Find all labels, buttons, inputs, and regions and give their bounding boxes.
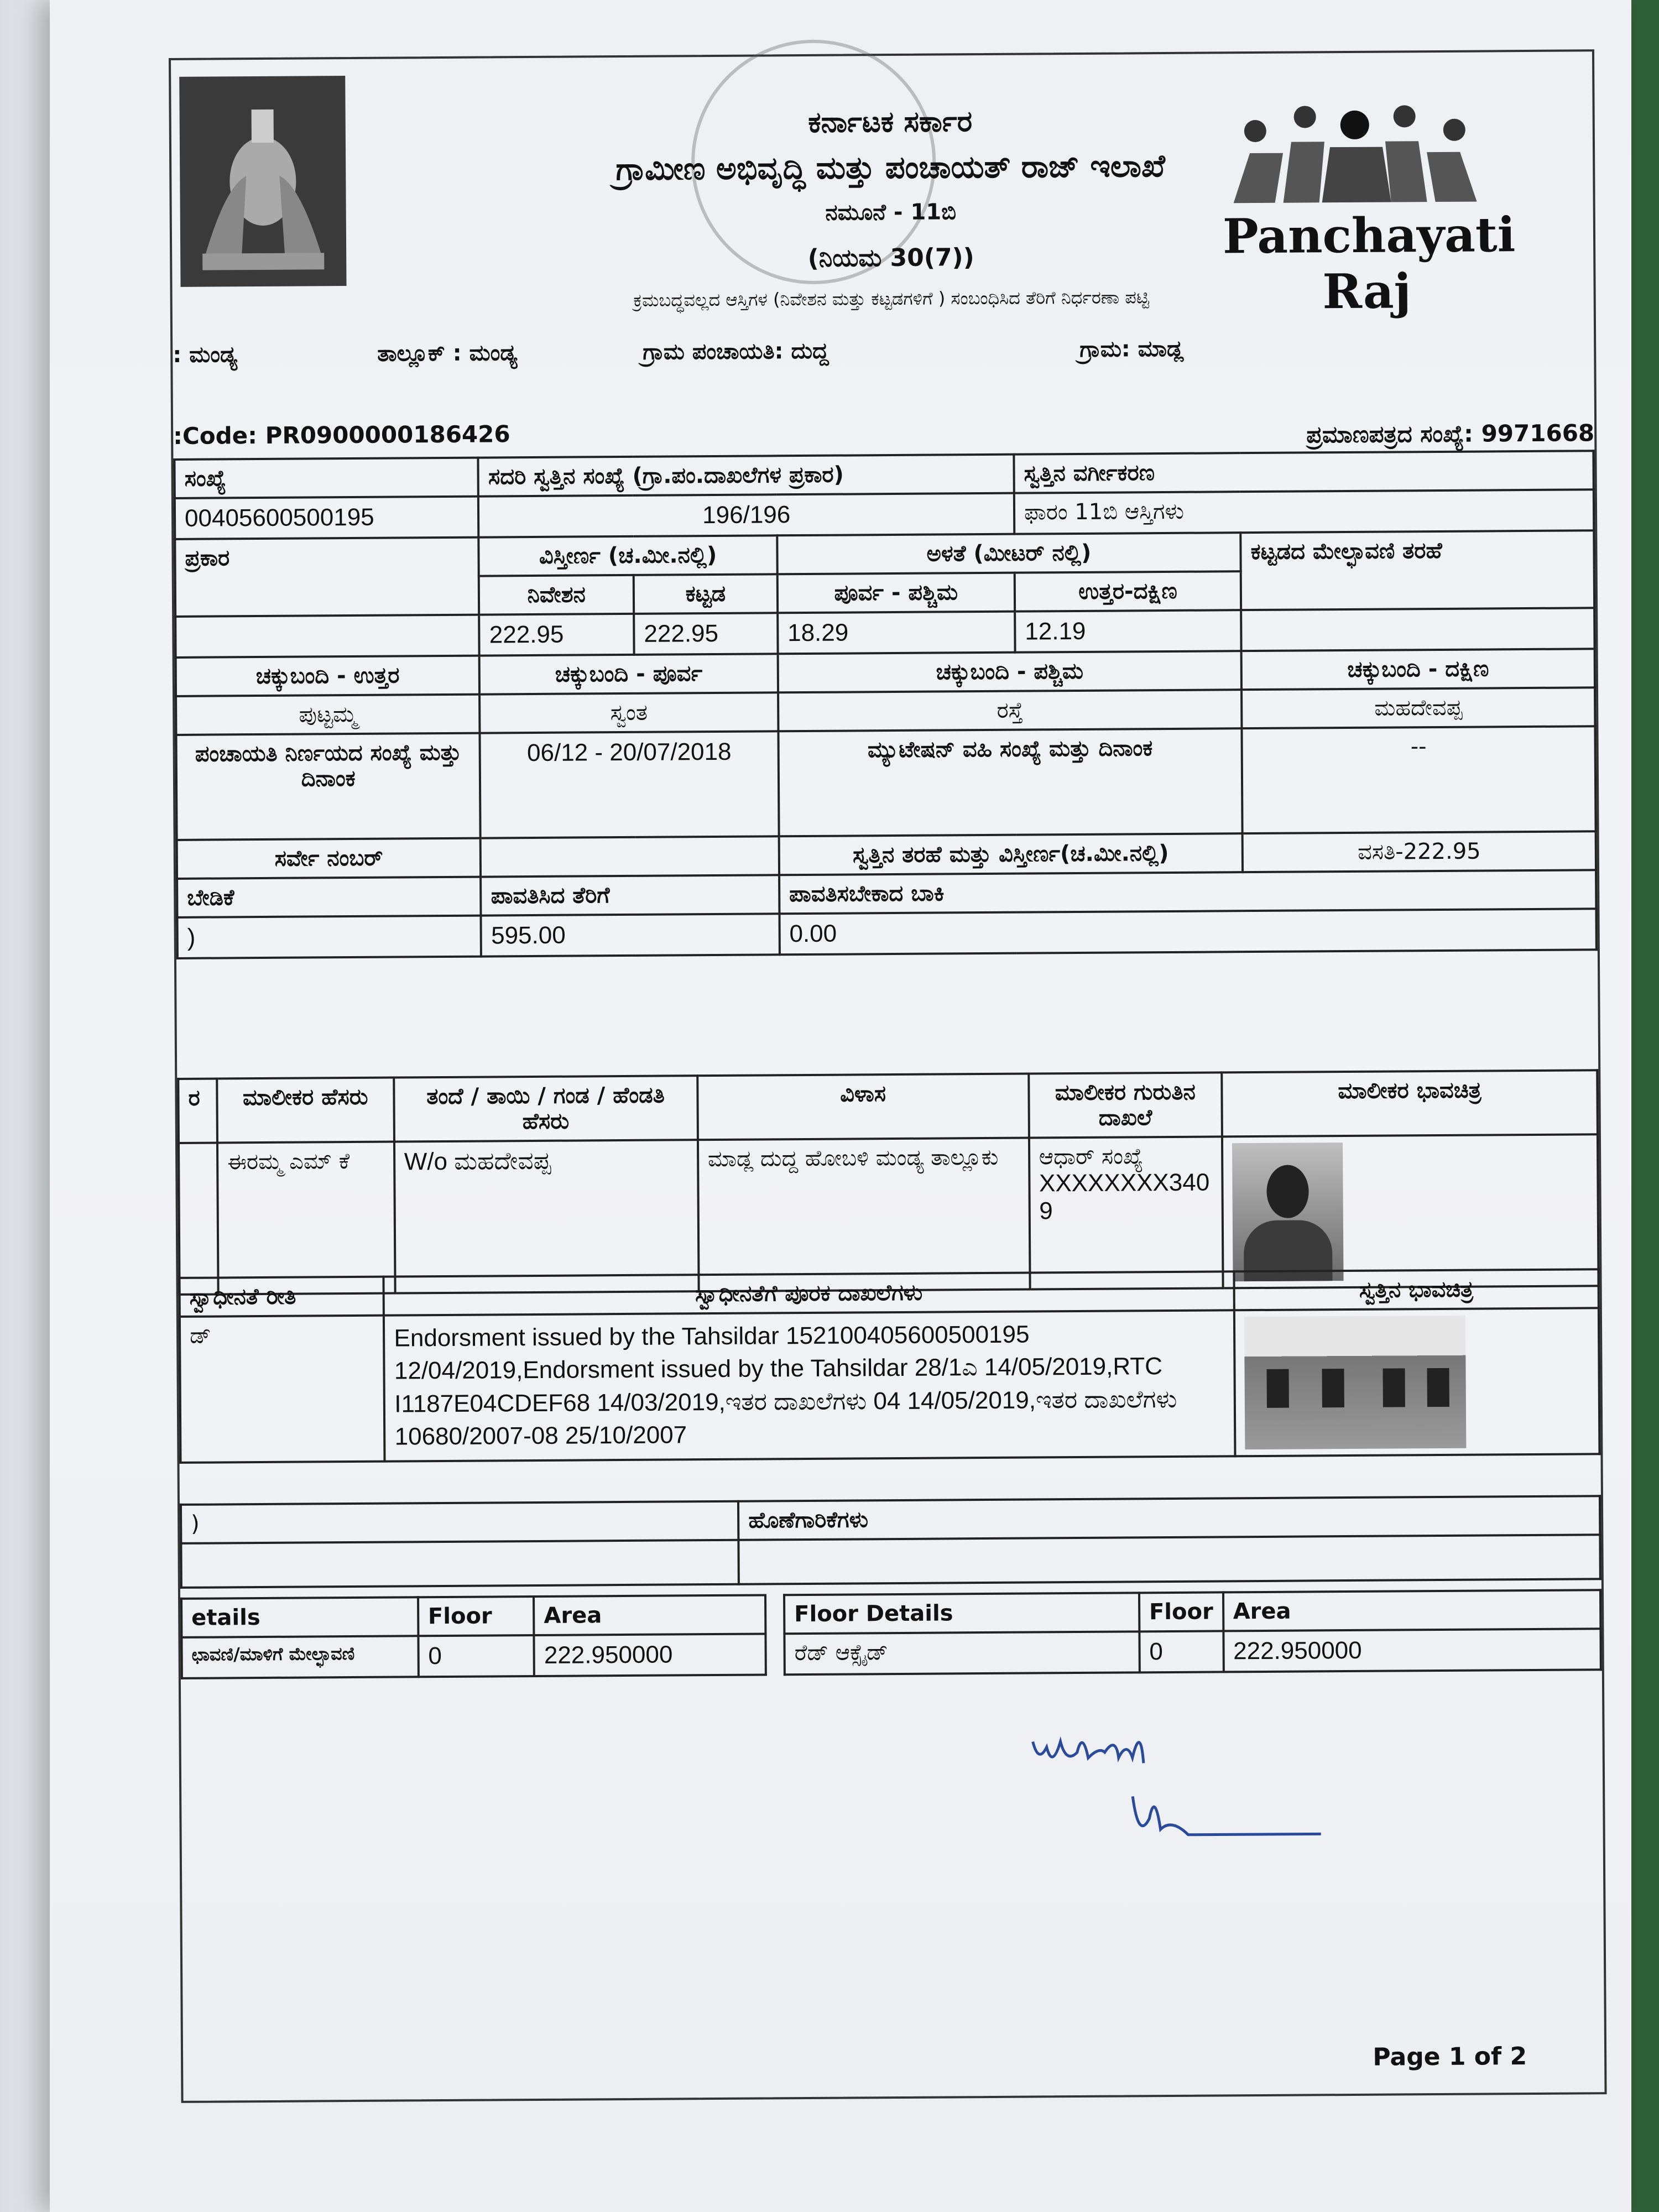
asset-type-value: ವಸತಿ-222.95 xyxy=(1243,831,1596,872)
sadari-value: 196/196 xyxy=(478,493,1014,538)
roof-value xyxy=(1241,608,1594,651)
east-west-label: ಪೂರ್ವ - ಪಶ್ಚಿಮ xyxy=(778,573,1015,613)
property-photo-window xyxy=(1322,1369,1344,1407)
sadari-label: ಸದರಿ ಸ್ವತ್ತಿನ ಸಂಖ್ಯೆ (ಗ್ರಾ.ಪಂ.ದಾಖಲೆಗಳ ಪ್ರಕಾರ) xyxy=(478,455,1014,497)
district: : ಮಂಡ್ಯ xyxy=(173,342,238,368)
emblem-icon xyxy=(190,87,335,276)
property-code: :Code: PR0900000186426 xyxy=(173,420,510,450)
boundary-west-value: ರಸ್ತೆ xyxy=(778,690,1242,731)
table-row xyxy=(784,1629,1600,1674)
property-photo xyxy=(1244,1316,1466,1449)
serial-label: ರ xyxy=(178,1079,217,1143)
east-west-value: 18.29 xyxy=(778,612,1015,654)
property-id-value: 00405600500195 xyxy=(175,497,479,539)
area-label: Area xyxy=(534,1595,765,1635)
survey-value xyxy=(481,836,779,877)
form-number: ನಮೂನೆ - 11ಬಿ xyxy=(825,199,957,226)
logo-text: Panchayati Raj xyxy=(1222,207,1516,320)
gov-name: ಕರ್ನಾಟಕ ಸರ್ಕಾರ xyxy=(808,105,973,139)
balance-value: 0.00 xyxy=(779,909,1597,954)
owner-photo-label: ಮಾಲೀಕರ ಭಾವಚಿತ್ರ xyxy=(1222,1070,1598,1136)
demand-label: ಬೇಡಿಕೆ xyxy=(177,877,481,917)
building-value: 222.95 xyxy=(634,613,778,655)
liabilities-left-value: ) xyxy=(181,1501,739,1543)
table-row xyxy=(180,1308,1600,1463)
floor-details-label: Floor Details xyxy=(784,1593,1139,1634)
table-row xyxy=(175,530,1594,578)
document-page xyxy=(50,0,1631,2212)
owner-photo xyxy=(1232,1142,1344,1281)
property-id-label: ಸಂಖ್ಯೆ xyxy=(174,458,478,498)
form-frame xyxy=(169,49,1607,2103)
floor-label: Floor xyxy=(418,1597,534,1636)
table-row xyxy=(177,909,1596,958)
owner-name-label: ಮಾಲೀಕರ ಹೆಸರು xyxy=(217,1078,394,1143)
village: ಗ್ರಾಮ: ಮಾಡ್ಲ xyxy=(1079,336,1184,362)
page-number: Page 1 of 2 xyxy=(1373,2042,1527,2072)
liabilities-left-empty xyxy=(181,1540,739,1588)
floor-area-value: 222.950000 xyxy=(534,1634,766,1676)
floor-table-right xyxy=(783,1589,1602,1676)
floor-number-value: 0 xyxy=(418,1635,534,1677)
paid-tax-label: ಪಾವತಿಸಿದ ತೆರಿಗೆ xyxy=(481,875,779,915)
boundary-south-value: ಮಹದೇವಪ್ಪ xyxy=(1241,687,1595,728)
property-photo-cell xyxy=(1234,1308,1599,1456)
serial-value xyxy=(179,1142,218,1294)
certificate-number: ಪ್ರಮಾಣಪತ್ರದ ಸಂಖ್ಯೆ: 9971668 xyxy=(1306,419,1595,448)
gram-panchayat: ಗ್ರಾಮ ಪಂಚಾಯತಿ: ದುದ್ದ xyxy=(643,338,829,365)
supporting-docs-label: ಸ್ವಾಧೀನತೆಗೆ ಪೂರಕ ದಾಖಲೆಗಳು xyxy=(384,1271,1234,1315)
panchayati-raj-logo xyxy=(1222,91,1516,320)
relation-label: ತಂದೆ / ತಾಯಿ / ಗಂಡ / ಹೆಂಡತಿ ಹೆಸರು xyxy=(394,1076,698,1141)
boundary-east-value: ಸ್ವಂತ xyxy=(479,692,778,733)
dimension-label: ಅಳತೆ (ಮೀಟರ್ ನಲ್ಲಿ) xyxy=(777,533,1241,574)
karnataka-emblem xyxy=(179,76,346,287)
address-label: ವಿಳಾಸ xyxy=(697,1074,1029,1140)
site-label: ನಿವೇಶನ xyxy=(479,575,634,615)
possession-table xyxy=(178,1268,1600,1464)
department-title: ಗ್ರಾಮೀಣ ಅಭಿವೃದ್ಧಿ ಮತ್ತು ಪಂಚಾಯತ್ ರಾಜ್ ಇಲಾಖೆ xyxy=(615,148,1166,188)
relation-value: W/o ಮಹದೇವಪ್ಪ xyxy=(394,1140,699,1293)
table-row xyxy=(181,1535,1600,1588)
floor-type-value: ರೆಡ್ ಆಕ್ಸೈಡ್ xyxy=(784,1631,1139,1674)
supporting-docs-value: Endorsment issued by the Tahsildar 152100405600500195 12/04/2019,Endorsment issued by the Tahsildar 28/1ಎ 14/05/2019,RTC I1187E04CDEF68 14/03/2019,ಇತರ ದಾಖಲೆಗಳು 04 14/05/2019,ಇತರ ದಾಖಲೆಗಳು 10680/2007-08 25/10/2007 xyxy=(384,1310,1235,1461)
property-photo-window xyxy=(1266,1369,1288,1408)
paid-tax-value: 595.00 xyxy=(481,914,780,956)
demand-value: ) xyxy=(177,916,481,958)
type-value xyxy=(175,615,479,658)
table-row xyxy=(176,726,1595,840)
floor-details-label: etails xyxy=(181,1597,418,1637)
floor-label: Floor xyxy=(1139,1592,1223,1631)
floor-area-value: 222.950000 xyxy=(1223,1629,1601,1672)
property-photo-label: ಸ್ವತ್ತಿನ ಭಾವಚಿತ್ರ xyxy=(1234,1269,1599,1310)
taluk: ತಾಲ್ಲೂಕ್ : ಮಂಡ್ಯ xyxy=(377,340,518,367)
property-photo-window xyxy=(1427,1368,1449,1407)
table-row xyxy=(178,1070,1598,1143)
site-value: 222.95 xyxy=(479,614,634,656)
handwritten-signature xyxy=(1021,1718,1332,1863)
floor-type-value: ಛಾವಣಿ/ಮಾಳಿಗೆ ಮೇಲ್ಛಾವಣಿ xyxy=(181,1636,418,1678)
owner-table xyxy=(177,1069,1599,1296)
owner-address: ಮಾಡ್ಲ ದುದ್ದ ಹೋಬಳಿ ಮಂಡ್ಯ ತಾಲ್ಲೂಕು xyxy=(698,1138,1030,1292)
table-row xyxy=(181,1595,765,1637)
boundary-west-label: ಚಕ್ಕುಬಂದಿ - ಪಶ್ಚಿಮ xyxy=(778,651,1241,692)
id-doc-type: ಆಧಾರ್ ಸಂಖ್ಯೆ xyxy=(1039,1144,1144,1170)
owner-name: ಈರಮ್ಮ ಎಮ್ ಕೆ xyxy=(217,1142,395,1295)
mutation-value: -- xyxy=(1242,726,1596,833)
meta-row xyxy=(173,414,1595,450)
type-label: ಪ್ರಕಾರ xyxy=(175,538,479,617)
mutation-label: ಮ್ಯುಟೇಷನ್ ವಹಿ ಸಂಖ್ಯೆ ಮತ್ತು ದಿನಾಂಕ xyxy=(778,728,1243,836)
possession-method-value: ಡ್ xyxy=(180,1316,385,1463)
owner-photo-cell xyxy=(1222,1134,1599,1288)
id-doc-label: ಮಾಲೀಕರ ಗುರುತಿನ ದಾಖಲೆ xyxy=(1029,1072,1222,1138)
form-subtitle: ಕ್ರಮಬದ್ಧವಲ್ಲದ ಆಸ್ತಿಗಳ (ನಿವೇಶನ ಮತ್ತು ಕಟ್ಟಡಗಳಿಗೆ ) ಸಂಬಂಧಿಸಿದ ತೆರಿಗೆ ನಿರ್ಧರಣಾ ಪಟ್ಟಿ xyxy=(633,286,1150,311)
asset-type-label: ಸ್ವತ್ತಿನ ತರಹೆ ಮತ್ತು ವಿಸ್ತೀರ್ಣ(ಚ.ಮೀ.ನಲ್ಲಿ) xyxy=(779,833,1243,875)
boundary-north-value: ಪುಟ್ಟಮ್ಮ xyxy=(176,695,480,735)
possession-method-label: ಸ್ವಾಧೀನತೆ ರೀತಿ xyxy=(179,1277,384,1317)
table-row xyxy=(784,1590,1600,1634)
rule-number: (ನಿಯಮ 30(7)) xyxy=(807,243,974,273)
balance-label: ಪಾವತಿಸಬೇಕಾದ ಬಾಕಿ xyxy=(779,870,1597,914)
aadhaar-number: XXXXXXXX3409 xyxy=(1039,1168,1210,1225)
floor-table-left xyxy=(180,1594,767,1679)
boundary-east-label: ಚಕ್ಕುಬಂದಿ - ಪೂರ್ವ xyxy=(479,654,778,694)
liabilities-table xyxy=(180,1495,1601,1589)
roof-label: ಕಟ್ಟಡದ ಮೇಲ್ಛಾವಣಿ ತರಹೆ xyxy=(1240,530,1594,610)
north-south-value: 12.19 xyxy=(1015,610,1241,652)
classification-label: ಸ್ವತ್ತಿನ ವರ್ಗೀಕರಣ xyxy=(1014,451,1593,493)
location-row xyxy=(173,333,1594,368)
people-logo-icon xyxy=(1222,91,1488,214)
area-label: Area xyxy=(1223,1590,1601,1631)
building-label: ಕಟ್ಟಡ xyxy=(634,574,778,614)
id-doc-value xyxy=(1029,1136,1223,1289)
survey-label: ಸರ್ವೇ ನಂಬರ್ xyxy=(177,838,481,879)
boundary-south-label: ಚಕ್ಕುಬಂದಿ - ದಕ್ಷಿಣ xyxy=(1241,649,1595,690)
resolution-label: ಪಂಚಾಯತಿ ನಿರ್ಣಯದ ಸಂಖ್ಯೆ ಮತ್ತು ದಿನಾಂಕ xyxy=(176,733,481,840)
table-row xyxy=(181,1634,765,1678)
north-south-label: ಉತ್ತರ-ದಕ್ಷಿಣ xyxy=(1015,571,1241,611)
resolution-value: 06/12 - 20/07/2018 xyxy=(480,731,779,838)
classification-value: ಫಾರಂ 11ಬಿ ಆಸ್ತಿಗಳು xyxy=(1014,489,1594,534)
floor-number-value: 0 xyxy=(1139,1631,1223,1672)
liabilities-value xyxy=(739,1535,1600,1584)
extent-label: ವಿಸ್ತೀರ್ಣ (ಚ.ಮೀ.ನಲ್ಲಿ) xyxy=(479,535,778,576)
property-details-table xyxy=(173,450,1597,959)
owner-photo-head xyxy=(1266,1165,1309,1218)
liabilities-label: ಹೊಣೆಗಾರಿಕೆಗಳು xyxy=(738,1496,1600,1540)
property-photo-window xyxy=(1383,1368,1405,1407)
boundary-north-label: ಚಕ್ಕುಬಂದಿ - ಉತ್ತರ xyxy=(176,656,480,696)
